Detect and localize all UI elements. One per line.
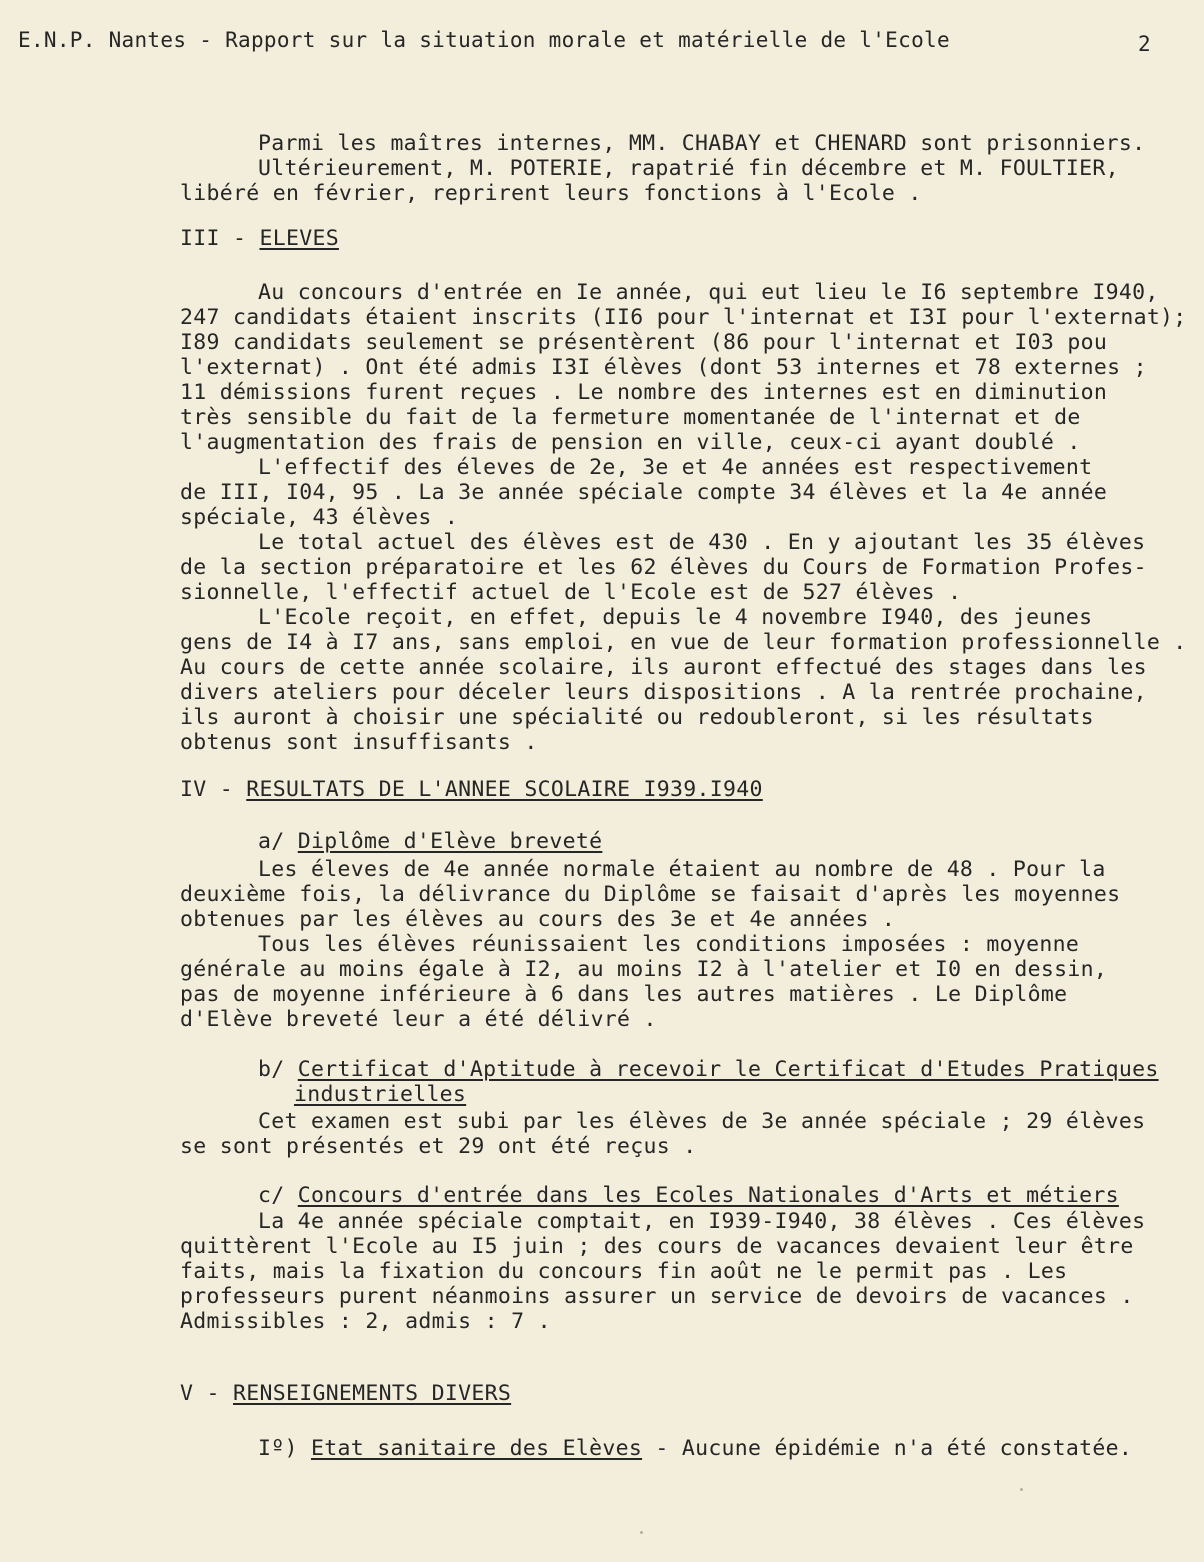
section-3-line: divers ateliers pour déceler leurs dispositions . A la rentrée prochaine, — [180, 680, 1147, 705]
subsection-a-line: pas de moyenne inférieure à 6 dans les autres matières . Le Diplôme — [180, 982, 1068, 1007]
section-3-line: spéciale, 43 élèves . — [180, 505, 459, 530]
subsection-a-title: Diplôme d'Elève breveté — [297, 829, 603, 854]
subsection-c-heading — [258, 1183, 1119, 1208]
section-3-line: l'augmentation des frais de pension en ville, ceux-ci ayant doublé . — [180, 430, 1081, 455]
section-3-line: 11 démissions furent reçues . Le nombre des internes est en diminution — [180, 380, 1108, 405]
section-3-line: Au cours de cette année scolaire, ils auront effectué des stages dans les — [180, 655, 1147, 680]
subsection-c-line: faits, mais la fixation du concours fin août ne le permit pas . Les — [180, 1259, 1068, 1284]
section-3-line: gens de I4 à I7 ans, sans emploi, en vue de leur formation professionnelle . — [180, 630, 1187, 655]
section-3-line: I89 candidats seulement se présentèrent (86 pour l'internat et I03 pou — [180, 330, 1108, 355]
subsection-c-line: professeurs purent néanmoins assurer un service de devoirs de vacances . — [180, 1284, 1134, 1309]
section-5-number: V - — [180, 1381, 233, 1406]
subsection-a-heading — [258, 829, 602, 854]
subsection-c-line: La 4e année spéciale comptait, en I939-I940, 38 élèves . Ces élèves — [258, 1209, 1146, 1234]
subsection-c-title: Concours d'entrée dans les Ecoles Nationales d'Arts et métiers — [297, 1183, 1119, 1208]
subsection-a-prefix: a/ — [258, 829, 298, 854]
section-5-item-1 — [258, 1436, 1132, 1461]
paper-speck — [640, 1531, 643, 1534]
section-3-line: L'effectif des éleves de 2e, 3e et 4e années est respectivement — [258, 455, 1093, 480]
subsection-c-line: Admissibles : 2, admis : 7 . — [180, 1309, 551, 1334]
section-3-line: obtenus sont insuffisants . — [180, 730, 538, 755]
section-5-item-1-number: Iº) — [258, 1436, 311, 1461]
section-3-line: L'Ecole reçoit, en effet, depuis le 4 novembre I940, des jeunes — [258, 605, 1093, 630]
page-header-title: E.N.P. Nantes - Rapport sur la situation morale et matérielle de l'Ecole — [18, 28, 950, 52]
section-3-line: de III, I04, 95 . La 3e année spéciale compte 34 élèves et la 4e année — [180, 480, 1108, 505]
intro-line-3: libéré en février, reprirent leurs fonctions à l'Ecole . — [180, 181, 922, 206]
section-3-line: sionnelle, l'effectif actuel de l'Ecole est de 527 élèves . — [180, 580, 962, 605]
section-4-heading — [180, 777, 763, 802]
page-number: 2 — [1138, 32, 1151, 56]
section-5-item-1-text: - Aucune épidémie n'a été constatée. — [642, 1436, 1133, 1461]
paper-speck — [1020, 1488, 1023, 1491]
subsection-a-line: d'Elève breveté leur a été délivré . — [180, 1007, 657, 1032]
section-3-line: de la section préparatoire et les 62 élèves du Cours de Formation Profes- — [180, 555, 1147, 580]
section-3-line: ils auront à choisir une spécialité ou redoubleront, si les résultats — [180, 705, 1094, 730]
subsection-b-line: se sont présentés et 29 ont été reçus . — [180, 1134, 697, 1159]
section-4-title: RESULTATS DE L'ANNEE SCOLAIRE I939.I940 — [246, 777, 763, 802]
subsection-a-line: générale au moins égale à I2, au moins I2 à l'atelier et I0 en dessin, — [180, 957, 1108, 982]
subsection-b-title-1: Certificat d'Aptitude à recevoir le Certificat d'Etudes Pratiques — [297, 1057, 1159, 1082]
section-3-line: 247 candidats étaient inscrits (II6 pour l'internat et I3I pour l'externat); — [180, 305, 1187, 330]
subsection-b-line: Cet examen est subi par les élèves de 3e année spéciale ; 29 élèves — [258, 1109, 1146, 1134]
subsection-b-prefix: b/ — [258, 1057, 298, 1082]
section-5-heading — [180, 1381, 511, 1406]
section-4-number: IV - — [180, 777, 247, 802]
intro-line-1: Parmi les maîtres internes, MM. CHABAY et CHENARD sont prisonniers. — [258, 131, 1146, 156]
subsection-a-line: Les éleves de 4e année normale étaient au nombre de 48 . Pour la — [258, 857, 1106, 882]
section-3-line: Au concours d'entrée en Ie année, qui eut lieu le I6 septembre I940, — [258, 280, 1159, 305]
section-5-title: RENSEIGNEMENTS DIVERS — [232, 1381, 512, 1406]
section-3-line: très sensible du fait de la fermeture momentanée de l'internat et de — [180, 405, 1081, 430]
intro-line-2: Ultérieurement, M. POTERIE, rapatrié fin décembre et M. FOULTIER, — [258, 156, 1119, 181]
subsection-c-prefix: c/ — [258, 1183, 298, 1208]
subsection-a-line: Tous les élèves réunissaient les conditions imposées : moyenne — [258, 932, 1080, 957]
section-3-number: III - — [180, 226, 260, 251]
section-3-title: ELEVES — [259, 226, 339, 251]
subsection-b-title-2: industrielles — [294, 1082, 467, 1107]
subsection-a-line: deuxième fois, la délivrance du Diplôme se faisait d'après les moyennes — [180, 882, 1121, 907]
subsection-c-line: quittèrent l'Ecole au I5 juin ; des cours de vacances devaient leur être — [180, 1234, 1134, 1259]
subsection-a-line: obtenues par les élèves au cours des 3e et 4e années . — [180, 907, 896, 932]
section-3-line: l'externat) . Ont été admis I3I élèves (dont 53 internes et 78 externes ; — [180, 355, 1147, 380]
subsection-b-heading — [258, 1057, 1159, 1082]
section-3-heading — [180, 226, 339, 251]
section-3-line: Le total actuel des élèves est de 430 . En y ajoutant les 35 élèves — [258, 530, 1146, 555]
section-5-item-1-title: Etat sanitaire des Elèves — [310, 1436, 643, 1461]
subsection-b-heading-2 — [294, 1082, 466, 1107]
